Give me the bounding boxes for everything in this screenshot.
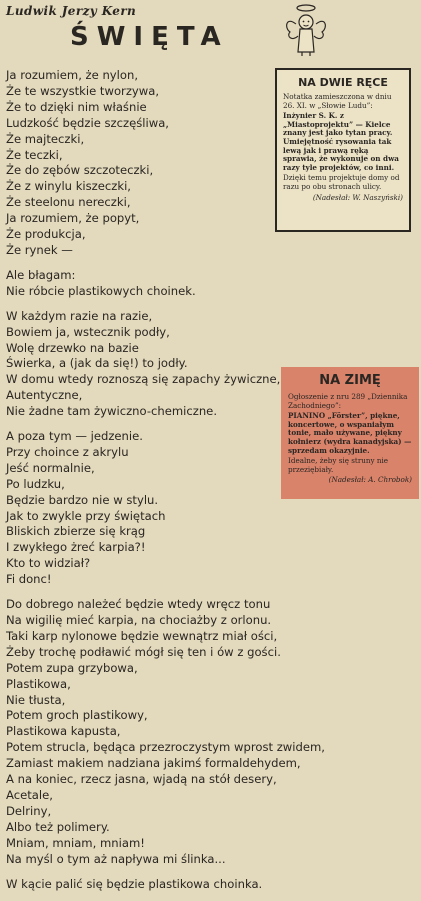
box-paragraph: Ogłoszenie z nru 289 „Dziennika Zachodniego”: xyxy=(288,392,408,410)
poem-line: Taki karp nylonowe będzie wewnątrz miał ości, xyxy=(6,628,278,643)
poem-line: Jeść normalnie, xyxy=(6,460,95,475)
poem-line: Będzie bardzo nie w stylu. xyxy=(6,492,159,507)
poem-line: A poza tym — jedzenie. xyxy=(6,429,143,444)
poem-line: Że majteczki, xyxy=(6,131,85,146)
poem-line: Potem strucla, będąca przezroczystym wprost zwidem, xyxy=(6,740,325,755)
poem-line: Że steelonu nereczki, xyxy=(6,195,131,210)
box-heading: NA DWIE RĘCE xyxy=(298,76,388,89)
angel-illustration-icon xyxy=(282,2,330,58)
stanza-5 xyxy=(6,597,325,867)
poem-line: I zwykłego żreć karpia?! xyxy=(6,540,146,555)
poem-line: Że z winylu kiszeczki, xyxy=(6,179,131,194)
box-paragraph: Inżynier S. K. z „Miastoprojektu” — Kielce znany jest jako tytan pracy. Umiejętność rysowania tak lewą jak i prawą ręką sprawia, że wykonuje on dwa razy tyle projektów, co inni. xyxy=(283,111,399,172)
poem-line: Potem zupa grzybowa, xyxy=(6,660,138,675)
stanza-6 xyxy=(6,877,306,893)
poem-line: Bliskich zbierze się krąg xyxy=(6,524,146,539)
poem-line: Że rynek — xyxy=(6,242,73,257)
stanza-2 xyxy=(6,268,306,300)
poem-line: Acetale, xyxy=(6,787,53,802)
poem-line: Na wigilię mieć karpia, na chociażby z orlonu. xyxy=(6,613,272,627)
poem-line: Że produkcja, xyxy=(6,227,86,242)
box-paragraph: Notatka zamieszczona w dniu 26. XI. w „Słowie Ludu”: xyxy=(283,92,392,110)
poem-line: Nie żadne tam żywiczno-chemiczne. xyxy=(6,404,218,419)
box-body xyxy=(283,93,403,202)
poem-line: Plastikowa, xyxy=(6,676,71,691)
poem-line: A na koniec, rzecz jasna, wjadą na stół desery, xyxy=(6,772,277,787)
poem-line: Autentyczne, xyxy=(6,388,83,403)
poem-line: Bowiem ja, wstecznik podły, xyxy=(6,324,170,339)
poem-line: Potem groch plastikowy, xyxy=(6,708,148,723)
poem-line: Ja rozumiem, że nylon, xyxy=(6,68,139,82)
poem-line: Że te wszystkie tworzywa, xyxy=(6,83,160,98)
poem-line: Nie róbcie plastikowych choinek. xyxy=(6,283,196,298)
poem-line: Ludzkość będzie szczęśliwa, xyxy=(6,115,169,130)
poem-line: Nie tłusta, xyxy=(6,692,66,707)
sidebar-box-na-dwie-rece xyxy=(275,68,411,232)
poem-line: Że do zębów szczoteczki, xyxy=(6,163,154,178)
box-heading: NA ZIMĘ xyxy=(319,373,381,388)
stanza-1 xyxy=(6,68,306,259)
box-paragraph: Idealne, żeby się struny nie przeziębiały. xyxy=(288,456,389,474)
poem-line: Fi donc! xyxy=(6,572,52,587)
poem-line: Wolę drzewko na bazie xyxy=(6,340,139,355)
poem-line: Albo też polimery. xyxy=(6,819,110,834)
poem-line: Przy choince z akrylu xyxy=(6,444,129,459)
poem-line: Mniam, mniam, mniam! xyxy=(6,835,145,850)
poem-line: Plastikowa kapusta, xyxy=(6,724,121,739)
poem-line: Zamiast makiem nadziana jakimś formaldehydem, xyxy=(6,756,301,771)
poem-line: Delriny, xyxy=(6,803,52,818)
box-paragraph: PIANINO „Förster”, piękne, koncertowe, o wspaniałym tonie, mało używane, piękny kołnierz (wydra kanadyjska) — sprzedam okazyjnie. xyxy=(288,411,412,455)
box-signature: (Nadesłał: W. Naszyński) xyxy=(312,192,403,202)
poem-line: W domu wtedy roznoszą się zapachy żywiczne, xyxy=(6,372,281,387)
author-name: Ludwik Jerzy Kern xyxy=(6,4,137,18)
box-body xyxy=(288,393,412,485)
poem-line: Jak to zwykle przy świętach xyxy=(6,508,166,523)
poem-line: Że to dzięki nim właśnie xyxy=(6,99,147,114)
poem-line: W kącie palić się będzie plastikowa choinka. xyxy=(6,876,263,891)
poem-line: Ale błagam: xyxy=(6,267,76,282)
poem-body xyxy=(6,68,325,901)
poem-title: ŚWIĘTA xyxy=(70,22,229,52)
poem-line: Na myśl o tym aż napływa mi ślinka... xyxy=(6,851,226,866)
poem-line: Że teczki, xyxy=(6,147,63,162)
poem-line: Świerka, a (jak da się!) to jodły. xyxy=(6,356,188,371)
stanza-4 xyxy=(6,429,306,588)
poem-line: W każdym razie na razie, xyxy=(6,308,153,323)
poem-line: Kto to widział? xyxy=(6,556,91,571)
poem-line: Ja rozumiem, że popyt, xyxy=(6,211,140,226)
box-paragraph: Dzięki temu projektuje domy od razu po obu stronach ulicy. xyxy=(283,173,400,191)
poem-line: Żeby trochę podławić mógł się ten i ów z gości. xyxy=(6,644,281,659)
sidebar-box-na-zime xyxy=(281,367,419,499)
box-signature: (Nadesłał: A. Chrobok) xyxy=(328,475,412,485)
stanza-3 xyxy=(6,309,306,420)
poem-line: Do dobrego należeć będzie wtedy wręcz tonu xyxy=(6,597,271,612)
poem-line: Po ludzku, xyxy=(6,476,65,491)
